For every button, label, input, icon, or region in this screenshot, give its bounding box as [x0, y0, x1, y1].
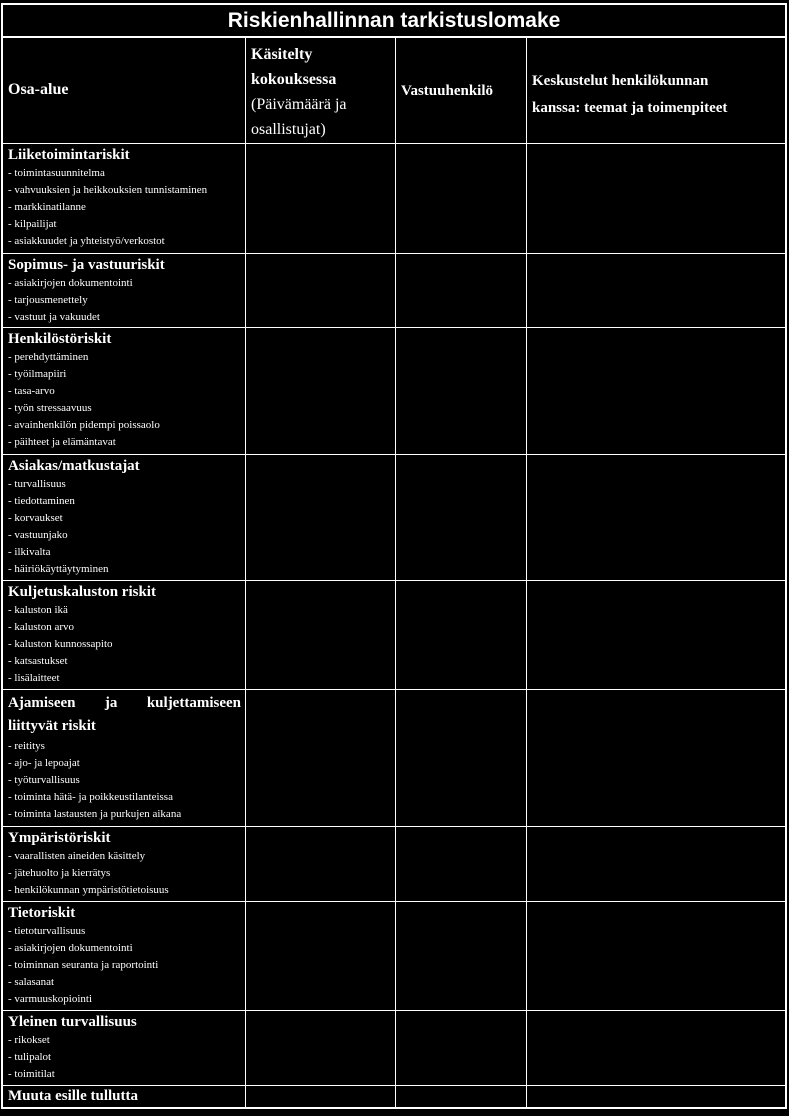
list-item: - toimintasuunnitelma	[8, 167, 105, 179]
discussion-cell[interactable]	[527, 902, 785, 1011]
section-title: Henkilöstöriskit	[8, 331, 112, 347]
list-item: - avainhenkilön pidempi poissaolo	[8, 419, 160, 431]
header-responsible	[396, 38, 527, 144]
table-row-area	[3, 690, 246, 827]
header-handled-line1: Käsitelty	[251, 46, 313, 63]
list-item: - vahvuuksien ja heikkouksien tunnistaminen	[8, 184, 208, 196]
header-responsible-label: Vastuuhenkilö	[401, 83, 493, 99]
responsible-cell[interactable]	[396, 827, 527, 902]
discussion-cell[interactable]	[527, 328, 785, 455]
table-row-area	[3, 581, 246, 690]
list-item: - varmuuskopiointi	[8, 993, 93, 1005]
section-items	[3, 476, 245, 578]
list-item: - tulipalot	[8, 1051, 52, 1063]
handled-cell[interactable]	[246, 328, 396, 455]
section-title: Liiketoimintariskit	[8, 147, 130, 163]
handled-cell[interactable]	[246, 254, 396, 328]
section-items	[3, 923, 245, 1008]
header-handled-detail-line2: osallistujat)	[251, 121, 326, 138]
section-title: Kuljetuskaluston riskit	[8, 584, 156, 600]
list-item: - toiminta hätä- ja poikkeustilanteissa	[8, 791, 173, 803]
responsible-cell[interactable]	[396, 455, 527, 581]
section-items	[3, 848, 245, 899]
discussion-cell[interactable]	[527, 581, 785, 690]
section-items	[3, 275, 245, 326]
discussion-cell[interactable]	[527, 1011, 785, 1086]
list-item: - toiminnan seuranta ja raportointi	[8, 959, 159, 971]
responsible-cell[interactable]	[396, 144, 527, 254]
list-item: - vastuunjako	[8, 529, 68, 541]
section-title: Ajamiseen ja kuljettamiseen	[8, 695, 241, 711]
list-item: - korvaukset	[8, 512, 63, 524]
discussion-cell[interactable]	[527, 144, 785, 254]
discussion-cell[interactable]	[527, 254, 785, 328]
list-item: - häiriökäyttäytyminen	[8, 563, 109, 575]
list-item: - markkinatilanne	[8, 201, 86, 213]
list-item: - lisälaitteet	[8, 672, 60, 684]
list-item: - asiakirjojen dokumentointi	[8, 277, 133, 289]
responsible-cell[interactable]	[396, 254, 527, 328]
section-title: Tietoriskit	[8, 905, 76, 921]
list-item: - kaluston ikä	[8, 604, 68, 616]
discussion-cell[interactable]	[527, 827, 785, 902]
list-item: - asiakirjojen dokumentointi	[8, 942, 133, 954]
risk-checklist-form	[1, 3, 787, 1109]
section-title: Sopimus- ja vastuuriskit	[8, 257, 165, 273]
list-item: - rikokset	[8, 1034, 50, 1046]
list-item: - kilpailijat	[8, 218, 57, 230]
header-discussion-line2: kanssa: teemat ja toimenpiteet	[532, 100, 728, 116]
table-row-area	[3, 144, 246, 254]
header-handled	[246, 38, 396, 144]
list-item: - toiminta lastausten ja purkujen aikana	[8, 808, 182, 820]
list-item: - asiakkuudet ja yhteistyö/verkostot	[8, 235, 165, 247]
discussion-cell[interactable]	[527, 1086, 785, 1107]
section-items	[3, 165, 245, 250]
responsible-cell[interactable]	[396, 1086, 527, 1107]
section-items	[3, 1032, 245, 1083]
list-item: - reititys	[8, 740, 45, 752]
table-row-area	[3, 902, 246, 1011]
table-row-area	[3, 1011, 246, 1086]
responsible-cell[interactable]	[396, 328, 527, 455]
section-items	[3, 349, 245, 451]
table-row-area	[3, 827, 246, 902]
list-item: - tiedottaminen	[8, 495, 75, 507]
list-item: - toimitilat	[8, 1068, 55, 1080]
table-row-area	[3, 328, 246, 455]
table-row-area	[3, 1086, 246, 1107]
section-title: Muuta esille tullutta	[8, 1088, 138, 1104]
handled-cell[interactable]	[246, 581, 396, 690]
responsible-cell[interactable]	[396, 902, 527, 1011]
list-item: - katsastukset	[8, 655, 68, 667]
discussion-cell[interactable]	[527, 690, 785, 827]
section-title: Yleinen turvallisuus	[8, 1014, 137, 1030]
handled-cell[interactable]	[246, 455, 396, 581]
header-handled-detail-line1: (Päivämäärä ja	[251, 96, 347, 113]
section-items	[3, 738, 245, 823]
responsible-cell[interactable]	[396, 690, 527, 827]
responsible-cell[interactable]	[396, 581, 527, 690]
responsible-cell[interactable]	[396, 1011, 527, 1086]
list-item: - tarjousmenettely	[8, 294, 88, 306]
header-area	[3, 38, 246, 144]
list-item: - tietoturvallisuus	[8, 925, 86, 937]
list-item: - työn stressaavuus	[8, 402, 92, 414]
handled-cell[interactable]	[246, 1011, 396, 1086]
list-item: - vastuut ja vakuudet	[8, 311, 100, 323]
handled-cell[interactable]	[246, 902, 396, 1011]
header-discussion-line1: Keskustelut henkilökunnan	[532, 73, 709, 89]
header-discussion	[527, 38, 785, 144]
header-area-label: Osa-alue	[8, 81, 69, 98]
section-title-line2: liittyvät riskit	[8, 718, 96, 734]
list-item: - henkilökunnan ympäristötietoisuus	[8, 884, 169, 896]
list-item: - perehdyttäminen	[8, 351, 89, 363]
handled-cell[interactable]	[246, 144, 396, 254]
section-title: Asiakas/matkustajat	[8, 458, 140, 474]
list-item: - työturvallisuus	[8, 774, 80, 786]
list-item: - vaarallisten aineiden käsittely	[8, 850, 146, 862]
handled-cell[interactable]	[246, 690, 396, 827]
list-item: - kaluston kunnossapito	[8, 638, 113, 650]
list-item: - ajo- ja lepoajat	[8, 757, 80, 769]
header-handled-line2: kokouksessa	[251, 71, 337, 88]
section-items	[3, 602, 245, 687]
table-row-area	[3, 455, 246, 581]
section-title: Ympäristöriskit	[8, 830, 111, 846]
table-row-area	[3, 254, 246, 328]
list-item: - ilkivalta	[8, 546, 51, 558]
list-item: - kaluston arvo	[8, 621, 74, 633]
list-item: - turvallisuus	[8, 478, 66, 490]
list-item: - salasanat	[8, 976, 55, 988]
handled-cell[interactable]	[246, 1086, 396, 1107]
list-item: - tasa-arvo	[8, 385, 55, 397]
list-item: - työilmapiiri	[8, 368, 67, 380]
list-item: - päihteet ja elämäntavat	[8, 436, 116, 448]
discussion-cell[interactable]	[527, 455, 785, 581]
list-item: - jätehuolto ja kierrätys	[8, 867, 111, 879]
handled-cell[interactable]	[246, 827, 396, 902]
form-title: Riskienhallinnan tarkistuslomake	[3, 5, 785, 38]
